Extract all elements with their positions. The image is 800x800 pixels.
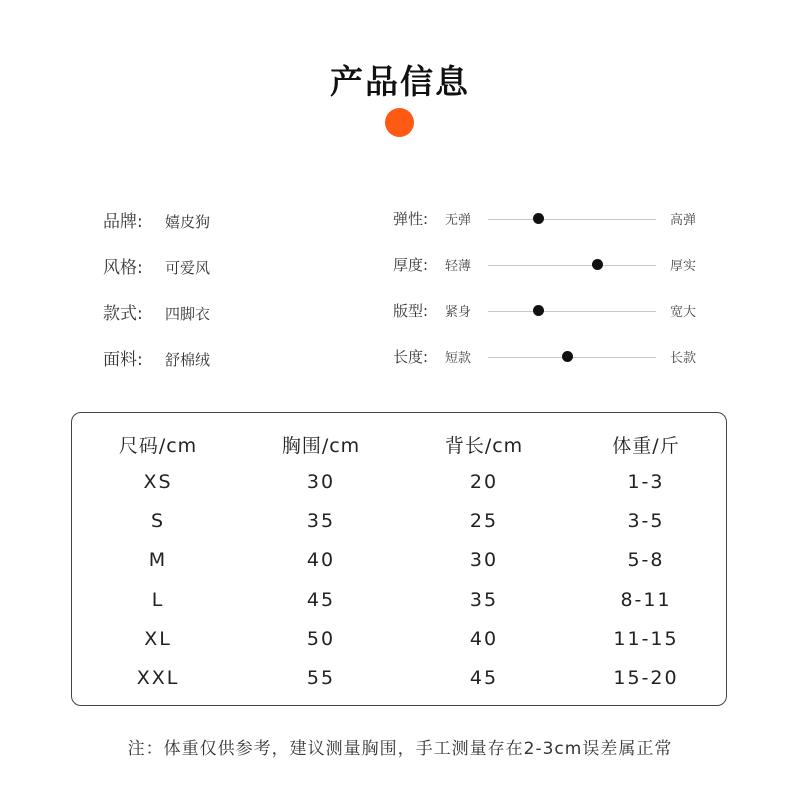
scale-low-label: 轻薄	[445, 259, 472, 274]
cell-chest: 40	[306, 549, 336, 572]
table-header-weight: 体重/斤	[612, 435, 680, 457]
scale-high-label: 厚实	[670, 259, 697, 274]
scale-high-label: 长款	[670, 351, 697, 366]
footnote: 注：体重仅供参考，建议测量胸围，手工测量存在2-3cm误差属正常	[127, 739, 673, 759]
cell-chest: 35	[306, 510, 336, 533]
attribute-fabric	[103, 345, 210, 369]
table-header-back-length: 背长/cm	[444, 435, 524, 457]
cell-weight: 8-11	[620, 588, 672, 611]
cell-weight: 5-8	[627, 549, 665, 572]
attribute-label: 款式:	[103, 304, 143, 324]
attribute-value: 四脚衣	[165, 305, 211, 323]
cell-weight: 3-5	[627, 510, 665, 533]
cell-chest: 50	[306, 627, 336, 650]
scale-low-label: 无弹	[445, 213, 472, 228]
scale-indicator	[533, 305, 544, 316]
scale-low-label: 短款	[445, 351, 472, 366]
cell-back-length: 35	[469, 588, 499, 611]
scale-low-label: 紧身	[445, 305, 472, 320]
attribute-value: 可爱风	[165, 259, 211, 277]
scale-track	[488, 219, 656, 220]
cell-chest: 30	[306, 471, 336, 493]
attribute-value: 舒棉绒	[165, 351, 211, 369]
scale-length	[393, 345, 713, 369]
cell-back-length: 45	[469, 667, 499, 689]
cell-size: M	[148, 549, 168, 572]
cell-size: XXL	[136, 667, 180, 689]
scale-label: 长度:	[393, 348, 429, 366]
cell-back-length: 25	[469, 510, 499, 533]
scale-indicator	[533, 213, 544, 224]
size-table	[71, 412, 727, 706]
cell-back-length: 30	[469, 549, 499, 572]
scale-indicator	[592, 259, 603, 270]
page-title: 产品信息	[330, 62, 470, 101]
scale-high-label: 宽大	[670, 305, 697, 320]
cell-weight: 11-15	[613, 627, 679, 650]
cell-back-length: 20	[469, 471, 499, 493]
attribute-label: 风格:	[103, 258, 143, 278]
cell-size: XS	[143, 471, 173, 493]
attribute-value: 嬉皮狗	[165, 213, 211, 231]
scale-high-label: 高弹	[670, 213, 697, 228]
accent-dot	[385, 108, 414, 137]
table-header-size: 尺码/cm	[118, 435, 198, 457]
scale-fit	[393, 299, 713, 323]
scale-thickness	[393, 253, 713, 277]
cell-weight: 15-20	[613, 667, 679, 689]
scale-elasticity	[393, 207, 713, 231]
cell-chest: 45	[306, 588, 336, 611]
table-header-chest: 胸围/cm	[281, 435, 361, 457]
cell-size: L	[151, 588, 165, 611]
cell-size: XL	[144, 627, 172, 650]
attribute-label: 面料:	[103, 350, 143, 370]
cell-size: S	[150, 510, 166, 533]
attribute-style	[103, 253, 210, 277]
attribute-type	[103, 299, 210, 323]
scale-label: 版型:	[393, 302, 429, 320]
scale-label: 弹性:	[393, 210, 429, 228]
scale-indicator	[562, 351, 573, 362]
scale-track	[488, 265, 656, 266]
cell-chest: 55	[306, 667, 336, 689]
attribute-brand	[103, 207, 210, 231]
scale-label: 厚度:	[393, 256, 429, 274]
cell-weight: 1-3	[627, 471, 665, 493]
cell-back-length: 40	[469, 627, 499, 650]
attribute-label: 品牌:	[103, 212, 143, 232]
scale-track	[488, 311, 656, 312]
